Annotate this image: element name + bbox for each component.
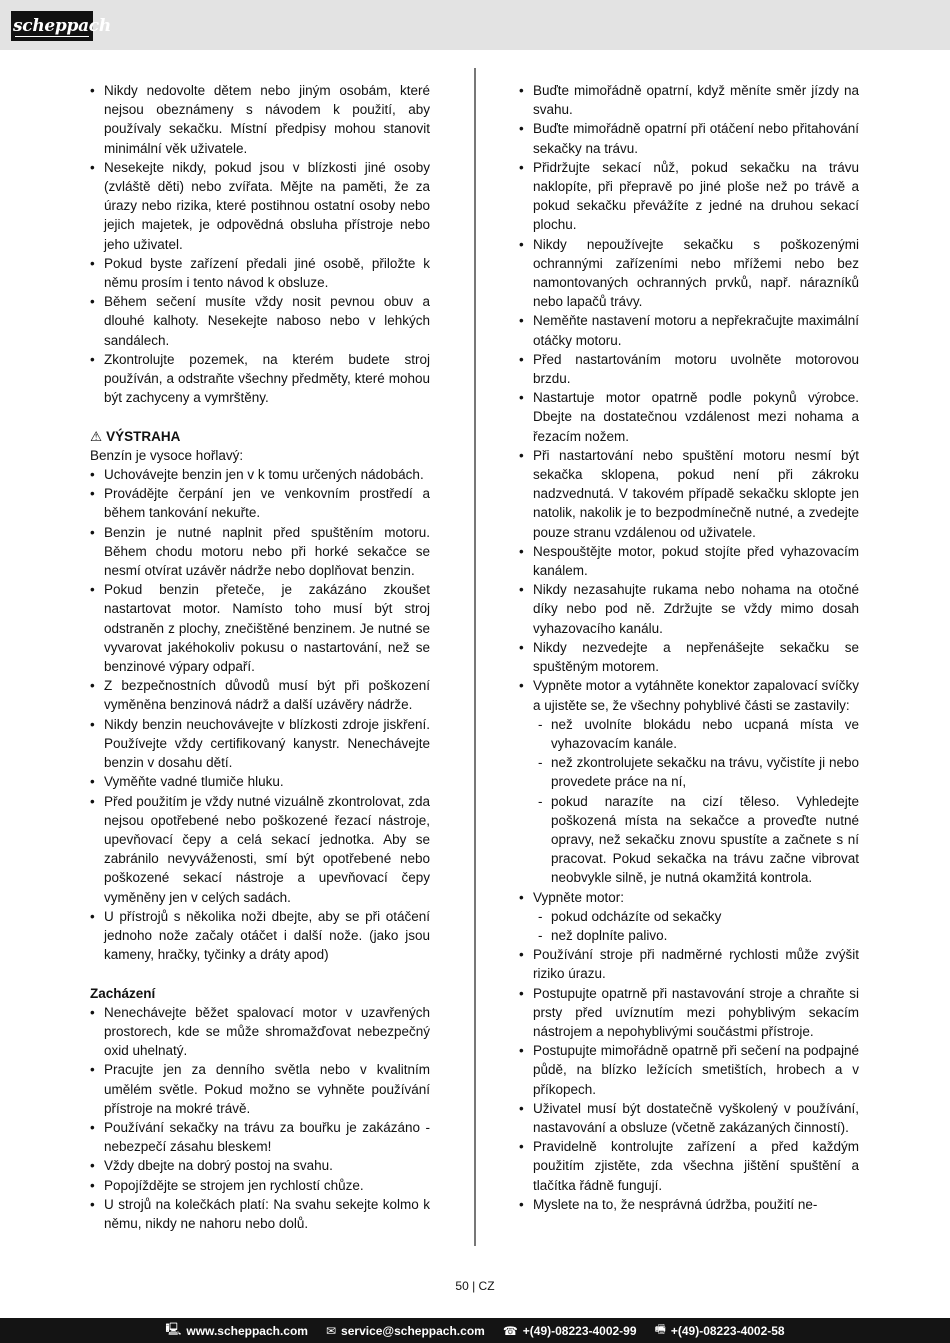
list-item: • Nikdy nezvedejte a nepřenášejte sekačku se spuštěným motorem. bbox=[519, 638, 859, 676]
list-item: • Během sečení musíte vždy nosit pevnou obuv a dlouhé kalhoty. Nesekejte naboso nebo v lehkých sandálech. bbox=[90, 292, 430, 350]
envelope-icon: ✉ bbox=[325, 1323, 337, 1338]
list-item: • Vyměňte vadné tlumiče hluku. bbox=[90, 772, 430, 791]
list-item: • Vypněte motor: bbox=[519, 888, 859, 907]
list-item: • Provádějte čerpání jen ve venkovním prostředí a během tankování nekuřte. bbox=[90, 484, 430, 522]
website-link[interactable]: www.scheppach.com bbox=[186, 1323, 308, 1338]
list-item: • Používání sekačky na trávu za bouřku je zakázáno - nebezpečí zásahu bleskem! bbox=[90, 1118, 430, 1156]
phone-number: +(49)-08223-4002-99 bbox=[522, 1323, 637, 1338]
warning-heading bbox=[90, 427, 430, 446]
phone-icon: ☎ bbox=[502, 1323, 518, 1338]
list-item: • U přístrojů s několika noži dbejte, aby se při otáčení jednoho nože začaly otáčet i další nože. (jako jsou kameny, hračky, tyčinky a dráty apod) bbox=[90, 907, 430, 965]
list-item: • Vždy dbejte na dobrý postoj na svahu. bbox=[90, 1156, 430, 1175]
list-item: • U strojů na kolečkách platí: Na svahu sekejte kolmo k němu, nikdy ne nahoru nebo dolů. bbox=[90, 1195, 430, 1233]
left-column bbox=[90, 81, 430, 1233]
right-column bbox=[519, 81, 859, 1214]
column-divider bbox=[474, 68, 476, 1246]
list-item: • Pokud byste zařízení předali jiné osobě, přiložte k němu prosím i tento návod k obsluze. bbox=[90, 254, 430, 292]
list-item: • Používání stroje při nadměrné rychlosti může zvýšit riziko úrazu. bbox=[519, 945, 859, 983]
warning-triangle-icon: ⚠ bbox=[90, 428, 103, 444]
list-item: • Postupujte opatrně při nastavování stroje a chraňte si prsty před uvíznutím mezi pohyblivým sekacím nástrojem a nepohyblivými součástmi přístroje. bbox=[519, 984, 859, 1042]
list-item: • Při nastartování nebo spuštění motoru nesmí být sekačka sklopena, pokud není při zákroku nadzvednutá. V takovém případě sekačku sklopte jen natolik, nakolik je to bezpodmínečně nutné, a zvedejte pouze stranu vzdálenou od uživatele. bbox=[519, 446, 859, 542]
dash-item: - pokud narazíte na cizí těleso. Vyhledejte poškozená místa na sekačce a proveďte nutné opravy, než sekačku znovu spustíte a začnete s ní pracovat. Pokud sekačka na trávu začne vibrovat neobvykle silně, je nutná okamžitá kontrola. bbox=[519, 792, 859, 888]
list-item: • Popojíždějte se strojem jen rychlostí chůze. bbox=[90, 1176, 430, 1195]
intro-bullet-list bbox=[90, 81, 430, 407]
list-item: • Před použitím je vždy nutné vizuálně zkontrolovat, zda nejsou opotřebené nebo poškozené řezací nástroje, upevňovací čepy a celá sekací jednotka. Aby se zabránilo nevyváženosti, smí být opotřebené nebo poškozené sekací nástroje a upevňovací čepy vyměněny jen v celých sadách. bbox=[90, 792, 430, 907]
list-item: • Před nastartováním motoru uvolněte motorovou brzdu. bbox=[519, 350, 859, 388]
list-item: • Nikdy nezasahujte rukama nebo nohama na otočné díky nebo pod ně. Zdržujte se vždy mimo dosah vyhazovacího kanálu. bbox=[519, 580, 859, 638]
list-item: • Pracujte jen za denního světla nebo v kvalitním umělém světle. Pokud možno se vyhněte používání přístroje na mokré trávě. bbox=[90, 1060, 430, 1118]
list-item: • Myslete na to, že nesprávná údržba, použití ne- bbox=[519, 1195, 859, 1214]
list-item: • Buďte mimořádně opatrní při otáčení nebo přitahování sekačky na trávu. bbox=[519, 119, 859, 157]
fax-icon: 🖷 bbox=[654, 1322, 666, 1336]
dash-item: - pokud odcházíte od sekačky bbox=[519, 907, 859, 926]
list-item: • Přidržujte sekací nůž, pokud sekačku na trávu naklopíte, při přepravě po jiné ploše než po trávě a pokud sekačku převážíte z jedné na druhou sekací plochu. bbox=[519, 158, 859, 235]
list-item: • Uchovávejte benzin jen v k tomu určených nádobách. bbox=[90, 465, 430, 484]
list-item: • Benzin je nutné naplnit před spuštěním motoru. Během chodu motoru nebo při horké sekačce se nesmí otvírat uzávěr nádrže nebo doplňovat benzin. bbox=[90, 523, 430, 581]
list-item: • Nastartuje motor opatrně podle pokynů výrobce. Dbejte na dostatečnou vzdálenost mezi nohama a řezacím nožem. bbox=[519, 388, 859, 446]
fax-number: +(49)-08223-4002-58 bbox=[670, 1323, 785, 1338]
footer-phone bbox=[503, 1324, 637, 1338]
header-bar bbox=[0, 0, 950, 50]
handling-bullet-list bbox=[90, 1003, 430, 1233]
page-number: 50 | CZ bbox=[455, 1279, 495, 1293]
list-item: • Nikdy nedovolte dětem nebo jiným osobám, které nejsou obeznámeny s návodem k použití, aby používaly sekačku. Místní předpisy mohou stanovit minimální věk uživatele. bbox=[90, 81, 430, 158]
warning-bullet-list bbox=[90, 465, 430, 964]
list-item: • Z bezpečnostních důvodů musí být při poškození vyměněna benzinová nádrž a další uzávěry nádrže. bbox=[90, 676, 430, 714]
right-bullet-list bbox=[519, 81, 859, 1214]
dash-item: - než zkontrolujete sekačku na trávu, vyčistíte ji nebo provedete práce na ní, bbox=[519, 753, 859, 791]
list-item: • Postupujte mimořádně opatrně při sečení na podpajné půdě, na blízko ležících smetištích, hrobech a v příkopech. bbox=[519, 1041, 859, 1099]
footer-website[interactable] bbox=[165, 1320, 308, 1341]
dash-item: - než doplníte palivo. bbox=[519, 926, 859, 945]
list-item: • Nenechávejte běžet spalovací motor v uzavřených prostorech, kde se může shromažďovat nebezpečný oxid uhelnatý. bbox=[90, 1003, 430, 1061]
dash-item: - než uvolníte blokádu nebo ucpaná místa ve vyhazovacím kanále. bbox=[519, 715, 859, 753]
list-item: • Buďte mimořádně opatrní, když měníte směr jízdy na svahu. bbox=[519, 81, 859, 119]
computer-icon: 🖳 bbox=[165, 1322, 182, 1336]
list-item: • Nespouštějte motor, pokud stojíte před vyhazovacím kanálem. bbox=[519, 542, 859, 580]
footer-fax bbox=[655, 1320, 785, 1341]
email-link[interactable]: service@scheppach.com bbox=[341, 1323, 485, 1338]
handling-heading: Zacházení bbox=[90, 985, 156, 1001]
list-item: • Neměňte nastavení motoru a nepřekračujte maximální otáčky motoru. bbox=[519, 311, 859, 349]
list-item: • Pravidelně kontrolujte zařízení a před každým použitím zjistěte, zda všechna jištění spuštění a tlačítka řádně fungují. bbox=[519, 1137, 859, 1195]
list-item: • Zkontrolujte pozemek, na kterém budete stroj používán, a odstraňte všechny předměty, které mohou být zachyceny a vymrštěny. bbox=[90, 350, 430, 408]
list-item: • Nikdy nepoužívejte sekačku s poškozenými ochrannými zařízeními nebo mřížemi nebo bez namontovaných ochranných prvků, např. nárazníků nebo lapačů trávy. bbox=[519, 235, 859, 312]
list-item: • Vypněte motor a vytáhněte konektor zapalovací svíčky a ujistěte se, že všechny pohyblivé části se zastavily: bbox=[519, 676, 859, 714]
list-item: • Uživatel musí být dostatečně vyškolený v používání, nastavování a obsluze (včetně zakázaných činností). bbox=[519, 1099, 859, 1137]
list-item: • Nikdy benzin neuchovávejte v blízkosti zdroje jiskření. Používejte vždy certifikovaný kanystr. Nenechávejte benzin v dosahu dětí. bbox=[90, 715, 430, 773]
warning-intro: Benzín je vysoce hořlavý: bbox=[90, 447, 244, 463]
list-item: • Nesekejte nikdy, pokud jsou v blízkosti jiné osoby (zvláště děti) nebo zvířata. Mějte na paměti, že za úrazy nebo rizika, které postihnou ostatní osoby nebo jejich majetek, je odpovědná obsluha přístroje nebo jeho uživatel. bbox=[90, 158, 430, 254]
list-item: • Pokud benzin přeteče, je zakázáno zkoušet nastartovat motor. Namísto toho musí být stroj odstraněn z plochy, znečištěné benzinem. Je nutné se vyvarovat jakéhokoliv pokusu o nastartování, než se benzinové výpary odpaří. bbox=[90, 580, 430, 676]
footer-bar bbox=[0, 1318, 950, 1343]
footer-email[interactable] bbox=[326, 1324, 485, 1338]
scheppach-logo: scheppach bbox=[11, 11, 93, 41]
warning-title: VÝSTRAHA bbox=[106, 428, 181, 444]
